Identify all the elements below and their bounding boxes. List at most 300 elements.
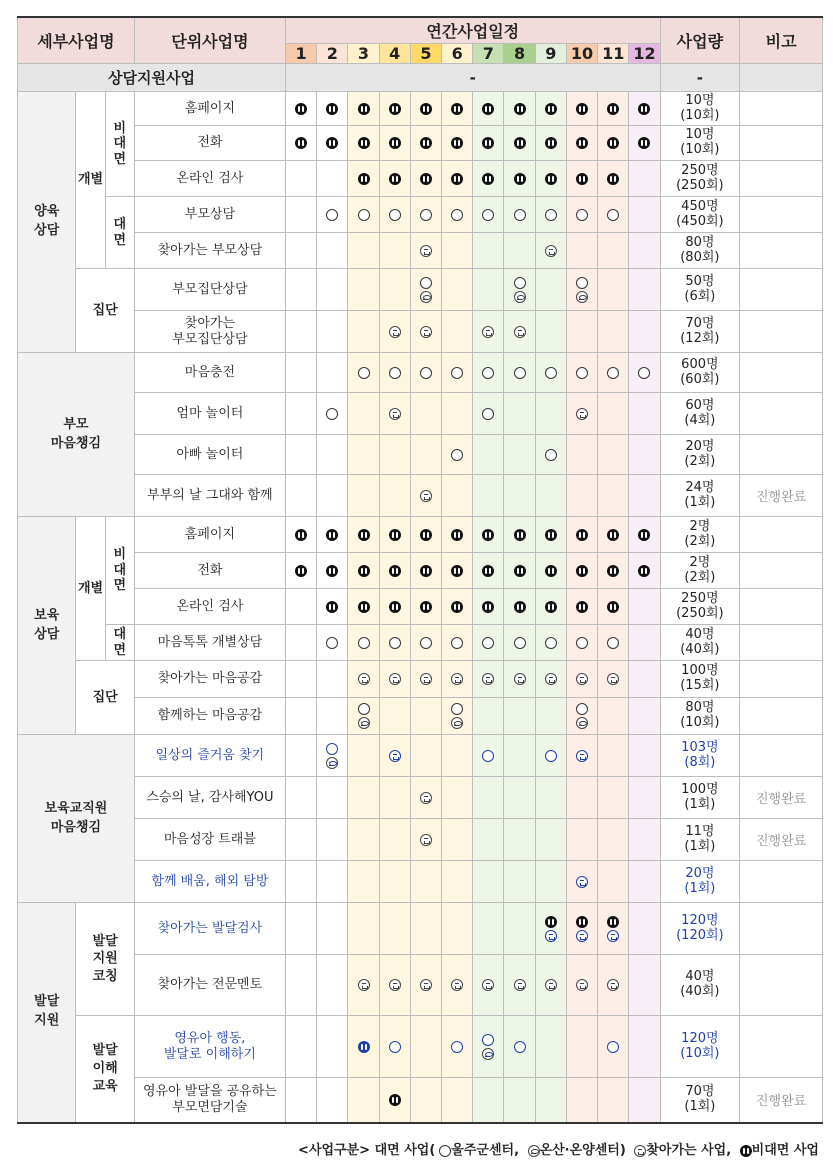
month-cell [566,517,597,553]
nonface-icon [389,1094,401,1106]
month-cell [504,475,535,517]
visit-icon [514,673,526,685]
month-cell [535,269,566,311]
table-row [18,819,823,861]
legend-visit: 찾아가는 사업, [646,1143,732,1158]
month-cell [285,517,316,553]
nonface-icon [358,137,370,149]
month-cell [348,269,379,311]
month-header: 10 [566,44,597,64]
table-row [18,517,823,553]
month-cell [566,589,597,625]
amount: 80명 (80회) [660,233,740,269]
amount: 70명 (1회) [660,1078,740,1123]
month-cell [566,92,597,126]
month-header: 7 [473,44,504,64]
month-cell [504,661,535,698]
month-cell [504,197,535,233]
note [740,661,823,698]
month-cell [348,698,379,735]
nonface-icon [482,103,494,115]
month-cell [598,903,629,955]
month-cell [504,955,535,1016]
section-note [740,64,823,92]
face-ulju-icon [389,209,401,221]
sub-nonface: 비 대 면 [105,92,134,197]
face-ulju-icon [326,743,338,755]
nonface-icon [451,103,463,115]
month-cell [598,1016,629,1078]
month-cell [317,861,348,903]
face-ulju-icon [326,209,338,221]
unit-name: 부모집단상담 [134,269,285,311]
month-cell [379,161,410,197]
month-cell [504,92,535,126]
month-cell [348,735,379,777]
nonface-icon [326,529,338,541]
visit-icon [358,979,370,991]
face-ulju-icon [358,367,370,379]
note [740,269,823,311]
month-cell [629,126,660,161]
face-ulju-icon [358,703,370,715]
note [740,435,823,475]
month-cell [598,161,629,197]
month-cell [317,819,348,861]
month-cell [504,269,535,311]
month-cell [285,269,316,311]
month-cell [379,903,410,955]
table-row [18,311,823,353]
table-row [18,661,823,698]
legend-ulju: 울주군센터, [451,1143,524,1158]
section-row [18,64,823,92]
month-cell [317,553,348,589]
month-cell [504,553,535,589]
month-cell [473,197,504,233]
nonface-icon [514,173,526,185]
month-cell [317,435,348,475]
category-development: 발달 지원 [18,903,76,1123]
month-cell [285,955,316,1016]
month-cell [285,1016,316,1078]
visit-icon [358,673,370,685]
amount: 2명 (2회) [660,517,740,553]
month-cell [410,1016,441,1078]
unit-name: 온라인 검사 [134,589,285,625]
note [740,92,823,126]
month-cell [348,353,379,393]
legend [298,1139,819,1158]
nonface-icon [545,565,557,577]
month-cell [598,393,629,435]
legend-label: <사업구분> 대면 사업( [298,1143,436,1158]
nonface-icon [389,565,401,577]
note [740,861,823,903]
amount: 103명 (8회) [660,735,740,777]
month-cell [473,955,504,1016]
month-cell [285,735,316,777]
visit-icon [545,930,557,942]
face-ulju-icon [576,637,588,649]
nonface-icon [638,103,650,115]
legend-nonface: 비대면 사업 [751,1143,819,1158]
month-cell [598,861,629,903]
visit-icon [576,930,588,942]
month-cell [598,625,629,661]
visit-icon [576,408,588,420]
amount: 2명 (2회) [660,553,740,589]
face-ulju-icon [451,367,463,379]
nonface-icon [358,103,370,115]
month-cell [410,861,441,903]
month-cell [317,197,348,233]
month-cell [566,903,597,955]
month-cell [473,161,504,197]
nonface-icon [545,916,557,928]
nonface-icon [420,173,432,185]
visit-icon [607,979,619,991]
nonface-icon [358,601,370,613]
month-cell [598,126,629,161]
month-cell [566,161,597,197]
amount: 450명 (450회) [660,197,740,233]
month-cell [410,589,441,625]
nonface-icon [358,529,370,541]
face-ulju-icon [451,449,463,461]
month-cell [410,661,441,698]
amount: 20명 (1회) [660,861,740,903]
month-cell [348,393,379,435]
nonface-icon [607,565,619,577]
month-header: 2 [317,44,348,64]
face-ulju-icon [358,209,370,221]
nonface-icon [326,565,338,577]
sub-face: 대 면 [105,625,134,661]
month-cell [317,161,348,197]
month-cell [566,435,597,475]
month-cell [566,393,597,435]
month-cell [535,589,566,625]
face-ulju-icon [358,637,370,649]
month-cell [504,625,535,661]
month-cell [285,233,316,269]
month-cell [535,819,566,861]
table-row [18,393,823,435]
nonface-icon [638,529,650,541]
month-cell [410,126,441,161]
unit-name: 함께하는 마음공감 [134,698,285,735]
category-childcare: 보육 상담 [18,517,76,735]
month-cell [317,126,348,161]
month-cell [629,233,660,269]
month-header: 8 [504,44,535,64]
amount: 120명 (120회) [660,903,740,955]
month-cell [535,625,566,661]
face-ulju-icon [576,703,588,715]
month-cell [348,1016,379,1078]
month-cell [285,393,316,435]
month-cell [473,269,504,311]
sub-face: 대 면 [105,197,134,269]
amount: 11명 (1회) [660,819,740,861]
nonface-icon [607,173,619,185]
nonface-icon [358,1041,370,1053]
month-cell [598,553,629,589]
unit-name: 엄마 놀이터 [134,393,285,435]
sub-individual: 개별 [76,92,105,269]
month-cell [442,735,473,777]
note: 진행완료 [740,777,823,819]
unit-name: 마음충전 [134,353,285,393]
month-cell [442,92,473,126]
month-cell [379,435,410,475]
sub-group: 집단 [76,269,134,353]
mark-stack [411,277,441,303]
sub-group: 집단 [76,661,134,735]
month-cell [629,353,660,393]
face-ulju-icon [482,367,494,379]
month-cell [442,353,473,393]
section-amount-dash: - [660,64,740,92]
note [740,625,823,661]
month-cell [285,475,316,517]
month-cell [348,126,379,161]
table-row [18,233,823,269]
month-cell [473,517,504,553]
month-cell [598,661,629,698]
month-cell [535,1016,566,1078]
face-ulju-icon [451,209,463,221]
note [740,126,823,161]
table-row [18,955,823,1016]
nonface-icon [358,173,370,185]
nonface-icon [514,601,526,613]
month-cell [629,1016,660,1078]
month-cell [379,819,410,861]
nonface-icon [607,916,619,928]
table-row [18,197,823,233]
face-ulju-icon [420,637,432,649]
nonface-icon [514,565,526,577]
month-cell [535,92,566,126]
month-cell [629,269,660,311]
month-cell [348,625,379,661]
table-row [18,903,823,955]
month-cell [379,625,410,661]
schedule-table [17,16,823,1124]
section-title: 상담지원사업 [18,64,286,92]
nonface-icon [482,173,494,185]
month-cell [348,861,379,903]
month-cell [598,233,629,269]
month-cell [348,92,379,126]
month-cell [535,861,566,903]
month-cell [504,435,535,475]
month-cell [504,589,535,625]
month-cell [442,197,473,233]
month-cell [504,517,535,553]
visit-icon [576,876,588,888]
mark-stack [536,916,566,942]
nonface-icon [576,103,588,115]
month-cell [285,661,316,698]
visit-icon [389,326,401,338]
table-row [18,698,823,735]
month-cell [317,233,348,269]
mark-stack [473,1034,503,1060]
unit-name: 찾아가는 전문멘토 [134,955,285,1016]
month-cell [348,475,379,517]
month-cell [535,475,566,517]
month-cell [566,269,597,311]
month-cell [285,589,316,625]
nonface-icon [482,529,494,541]
month-cell [410,269,441,311]
amount: 40명 (40회) [660,955,740,1016]
month-cell [598,311,629,353]
month-cell [442,233,473,269]
month-cell [629,435,660,475]
table-row [18,353,823,393]
month-cell [317,393,348,435]
month-cell [566,861,597,903]
amount: 600명 (60회) [660,353,740,393]
month-cell [598,475,629,517]
month-cell [317,955,348,1016]
face-ulju-icon [514,367,526,379]
month-cell [504,819,535,861]
face-ulju-icon [514,209,526,221]
header-subproject: 세부사업명 [18,17,135,64]
month-cell [285,197,316,233]
month-cell [348,777,379,819]
visit-icon [545,245,557,257]
nonface-icon [545,601,557,613]
amount: 20명 (2회) [660,435,740,475]
note [740,197,823,233]
amount: 10명 (10회) [660,92,740,126]
month-cell [535,126,566,161]
month-cell [442,1016,473,1078]
month-cell [442,269,473,311]
month-cell [410,553,441,589]
month-cell [473,625,504,661]
month-cell [629,735,660,777]
month-cell [317,353,348,393]
visit-icon [576,750,588,762]
face-ulju-icon [638,367,650,379]
month-cell [442,517,473,553]
unit-name: 부모상담 [134,197,285,233]
month-cell [317,625,348,661]
month-cell [348,311,379,353]
mark-stack [348,703,378,729]
month-cell [504,233,535,269]
month-cell [473,475,504,517]
month-cell [535,311,566,353]
month-cell [566,197,597,233]
visit-icon [420,245,432,257]
month-cell [566,819,597,861]
month-cell [442,435,473,475]
month-cell [504,126,535,161]
visit-icon [482,326,494,338]
month-cell [317,903,348,955]
amount: 50명 (6회) [660,269,740,311]
face-ulju-icon [482,1034,494,1046]
note [740,1016,823,1078]
month-cell [379,517,410,553]
nonface-icon [740,1145,752,1157]
month-cell [504,777,535,819]
face-ulju-icon [439,1145,451,1157]
mark-stack [504,277,534,303]
nonface-icon [638,137,650,149]
face-ulju-icon [545,209,557,221]
month-cell [379,661,410,698]
header-schedule: 연간사업일정 [285,17,660,44]
month-cell [317,517,348,553]
face-ulju-icon [514,277,526,289]
legend-onyang: 온산·온양센터) [539,1143,626,1158]
month-cell [566,233,597,269]
visit-icon [420,979,432,991]
month-cell [535,1078,566,1123]
month-cell [535,553,566,589]
nonface-icon [576,137,588,149]
nonface-icon [607,103,619,115]
month-cell [629,92,660,126]
unit-name: 아빠 놀이터 [134,435,285,475]
month-cell [379,861,410,903]
month-cell [629,955,660,1016]
month-cell [629,903,660,955]
table-row [18,435,823,475]
month-cell [442,475,473,517]
month-cell [348,589,379,625]
month-cell [442,553,473,589]
sub-education: 발달 이해 교육 [76,1016,134,1123]
table-row [18,1078,823,1123]
month-cell [535,955,566,1016]
unit-name: 영유아 행동, 발달로 이해하기 [134,1016,285,1078]
nonface-icon [514,103,526,115]
month-cell [285,861,316,903]
month-cell [410,197,441,233]
note [740,353,823,393]
nonface-icon [638,565,650,577]
month-cell [410,625,441,661]
month-cell [598,197,629,233]
month-cell [442,393,473,435]
month-cell [379,1016,410,1078]
amount: 60명 (4회) [660,393,740,435]
unit-name: 스승의 날, 감사해YOU [134,777,285,819]
table-row [18,269,823,311]
month-cell [285,92,316,126]
nonface-icon [545,173,557,185]
month-cell [285,625,316,661]
month-cell [379,269,410,311]
month-header: 12 [629,44,660,64]
month-cell [317,589,348,625]
face-ulju-icon [451,1041,463,1053]
month-cell [598,353,629,393]
month-cell [504,735,535,777]
nonface-icon [389,601,401,613]
month-cell [473,553,504,589]
